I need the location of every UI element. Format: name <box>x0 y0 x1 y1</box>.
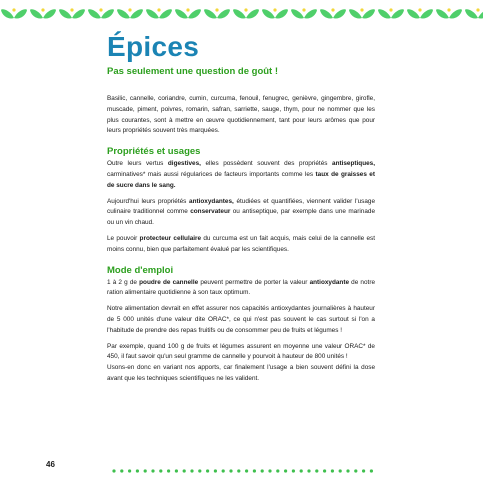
rule-dot <box>112 469 115 472</box>
properties-paragraph-2: Aujourd'hui leurs propriétés antioxydantes, étudiées et quantifiées, viennent valider l'usage culinaire traditionnel comme conservateur ou antiseptique, par exemple dans une marinade ou un vin chaud. <box>107 197 375 227</box>
section-heading-usage: Mode d'emploi <box>107 264 174 276</box>
usage-paragraph-2: Notre alimentation devrait en effet assurer nos capacités antioxydantes journalières à hauteur de 5 000 unités d'une valeur dite ORAC*, ce qui n'est pas souvent le cas surtout si l'on a l'habitude de prendre des repas fruitifs ou de consommer peu de fruits et légumes ! <box>107 305 375 334</box>
leaf-pattern-icon <box>0 0 483 26</box>
leaf-icon <box>1 8 27 18</box>
rule-dot <box>362 469 365 472</box>
rule-dot <box>253 469 256 472</box>
section-heading-properties: Propriétés et usages <box>107 146 201 158</box>
rule-dot <box>307 469 310 472</box>
rule-dot <box>268 469 271 472</box>
rule-dot <box>120 469 123 472</box>
rule-dot <box>151 469 154 472</box>
rule-dot <box>214 469 217 472</box>
leaf-icon <box>117 8 143 18</box>
leaf-icon <box>233 8 259 18</box>
leaf-icon <box>349 8 375 18</box>
rule-dot <box>346 469 349 472</box>
leaf-icon <box>407 8 433 18</box>
page-number: 46 <box>46 460 55 469</box>
rule-dot <box>175 469 178 472</box>
usage-paragraph-4: Usons-en donc en variant nos apports, car finalement l'usage a bien souvent défini la dose avant que les techniques scientifiques ne les valident. <box>107 364 375 382</box>
page-subtitle: Pas seulement une question de goût ! <box>107 66 279 77</box>
rule-dot <box>323 469 326 472</box>
leaf-icon <box>204 8 230 18</box>
rule-dot <box>354 469 357 472</box>
leaf-icon <box>146 8 172 18</box>
rule-dot <box>144 469 147 472</box>
rule-dot <box>245 469 248 472</box>
rule-dot <box>198 469 201 472</box>
rule-dot <box>167 469 170 472</box>
rule-dot <box>276 469 279 472</box>
rule-dot <box>315 469 318 472</box>
rule-dot <box>292 469 295 472</box>
rule-dot <box>183 469 186 472</box>
usage-paragraph-1: 1 à 2 g de poudre de cannelle peuvent permettre de porter la valeur antioxydante de notre ration alimentaire quotidienne à son taux optimum. <box>107 278 375 297</box>
rule-dot <box>128 469 131 472</box>
rule-dot <box>261 469 264 472</box>
rule-dot <box>190 469 193 472</box>
leaf-icon <box>59 8 85 18</box>
rule-dot <box>339 469 342 472</box>
rule-dot <box>159 469 162 472</box>
leaf-icon <box>262 8 288 18</box>
page-title: Épices <box>107 31 200 62</box>
leaf-icon <box>175 8 201 18</box>
leaf-icon <box>291 8 317 18</box>
page-content <box>107 32 375 390</box>
rule-dot <box>136 469 139 472</box>
properties-paragraph-1: Outre leurs vertus digestives, elles possèdent souvent des propriétés antiseptiques, carminatives* mais aussi régularices de facteurs importants comme les taux de graisses et de sucre dans le sang. <box>107 160 375 189</box>
usage-paragraph-3: Par exemple, quand 100 g de fruits et légumes assurent en moyenne une valeur ORAC* de 450, il faut savoir qu'un seul gramme de cannelle y pourvoit à hauteur de 800 unités ! <box>107 342 375 361</box>
rule-dot <box>370 469 373 472</box>
rule-dot <box>229 469 232 472</box>
rule-dot <box>284 469 287 472</box>
leaf-icon <box>465 8 483 18</box>
rule-dot <box>331 469 334 472</box>
leaf-icon <box>378 8 404 18</box>
rule-dot <box>222 469 225 472</box>
properties-paragraph-3: Le pouvoir protecteur cellulaire du curcuma est un fait acquis, mais celui de la cannelle est moins connu, bien que parfaitement évalué par les scientifiques. <box>107 234 375 253</box>
dot-rule-icon <box>112 461 382 479</box>
leaf-icon <box>88 8 114 18</box>
intro-paragraph: Basilic, cannelle, coriandre, cumin, curcuma, fenouil, fenugrec, genièvre, gingembre, girofle, muscade, piment, poivres, romarin, safran, sarriette, sauge, thym, pour ne nommer que les plus courantes, sont à mettre en œuvre quotidiennement, tant pour leurs arômes que pour leurs propriétés souvent très marquées. <box>107 95 375 135</box>
rule-dot <box>206 469 209 472</box>
leaf-icon <box>436 8 462 18</box>
leaf-icon <box>320 8 346 18</box>
leaf-icon <box>30 8 56 18</box>
rule-dot <box>237 469 240 472</box>
rule-dot <box>300 469 303 472</box>
